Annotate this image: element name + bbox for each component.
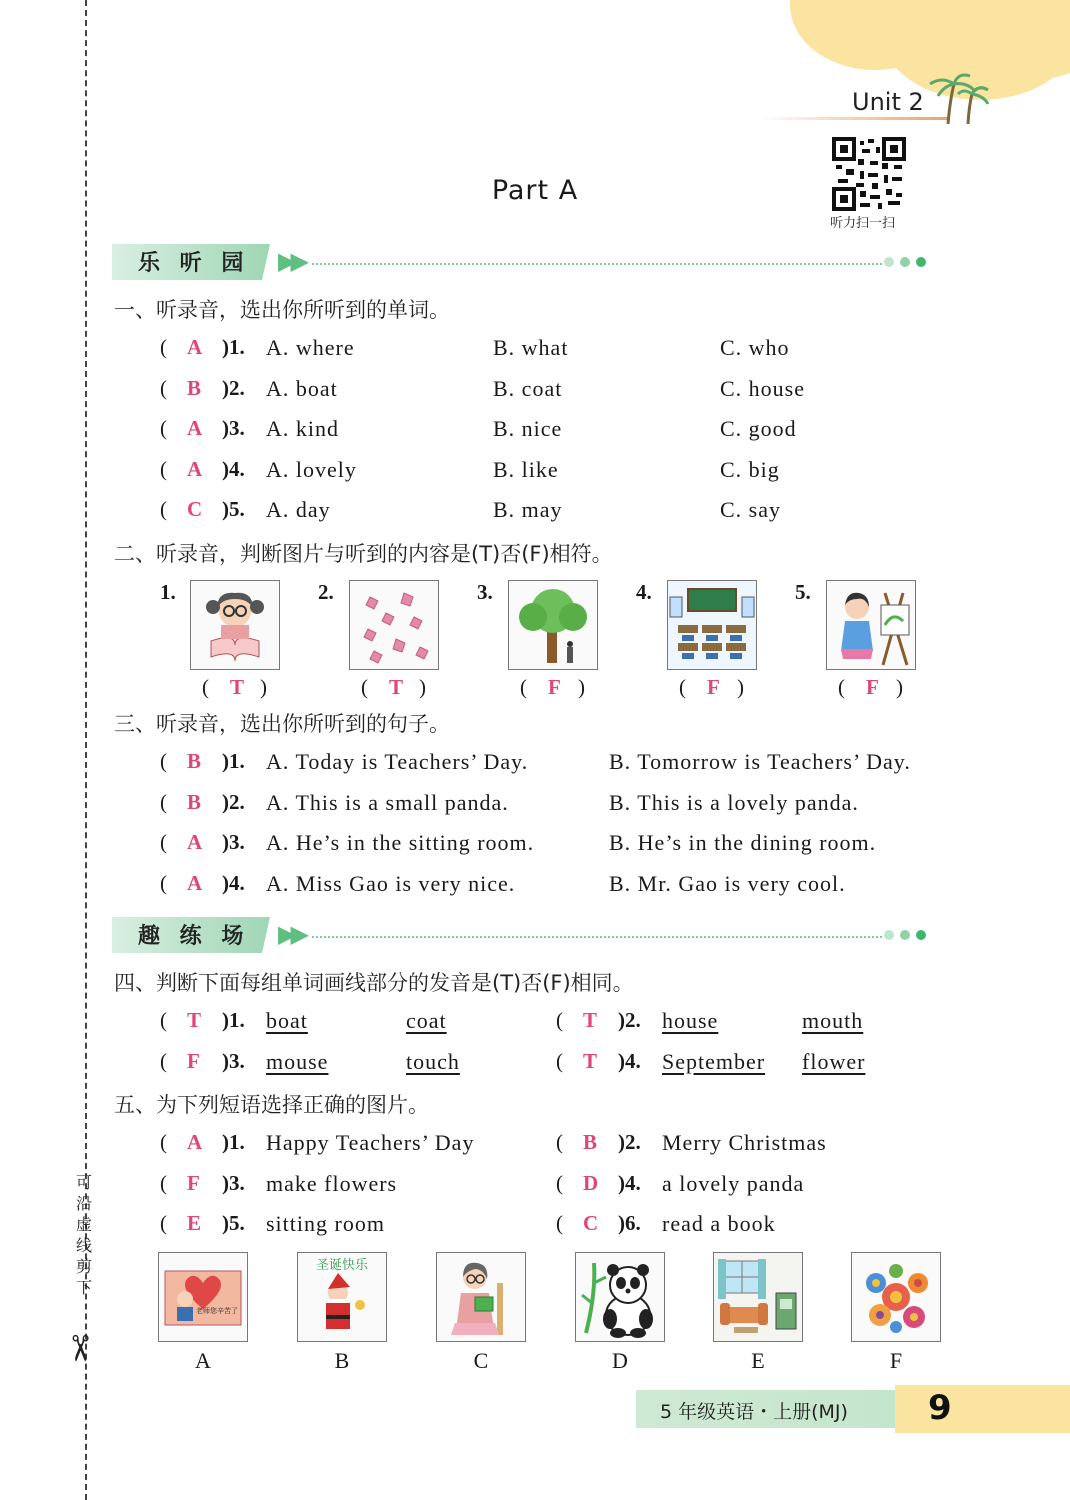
question-number: )2. xyxy=(222,375,245,400)
question-number: )4. xyxy=(618,1048,641,1073)
option-a: A. boat xyxy=(266,375,338,401)
question-number: )2. xyxy=(618,1008,641,1032)
question-number: )3. xyxy=(222,830,245,854)
answer-paren: ( xyxy=(160,335,167,359)
question-number: )3. xyxy=(222,416,245,440)
page-number-box xyxy=(895,1385,1070,1433)
answer-letter[interactable]: T xyxy=(187,1008,202,1032)
answer-paren: ( xyxy=(556,1048,563,1073)
option-b: B. He’s in the dining room. xyxy=(609,830,877,855)
option-c: C. good xyxy=(720,416,797,441)
answer-letter[interactable]: T xyxy=(583,1048,598,1073)
answer-letter[interactable]: B xyxy=(187,749,202,773)
answer-paren: ( xyxy=(160,456,167,481)
answer-paren: ( xyxy=(160,416,167,440)
answer-paren: ( xyxy=(556,1170,563,1195)
question-number: )6. xyxy=(618,1211,641,1235)
picture-number: 3. xyxy=(477,580,493,604)
answer-letter[interactable]: B xyxy=(583,1130,598,1154)
picture-label: F xyxy=(889,1348,903,1373)
picture-number: 4. xyxy=(636,580,652,604)
answer-letter[interactable]: F xyxy=(707,675,720,699)
question-number: )4. xyxy=(618,1170,641,1195)
answer-paren: ( xyxy=(838,675,845,699)
option-picture xyxy=(436,1252,526,1342)
answer-paren: ( xyxy=(160,1008,167,1032)
answer-letter[interactable]: A xyxy=(187,870,203,895)
answer-paren: ( xyxy=(556,1130,563,1154)
option-b: B. may xyxy=(493,497,563,522)
option-c: C. big xyxy=(720,456,780,482)
picture xyxy=(508,580,598,670)
answer-letter[interactable]: E xyxy=(187,1211,202,1235)
question-number: )5. xyxy=(222,497,245,521)
phrase: sitting room xyxy=(266,1211,385,1236)
question-number: )1. xyxy=(222,1130,245,1154)
q2-heading: 二、听录音，判断图片与听到的内容是(T)否(F)相符。 xyxy=(114,542,613,566)
option-a: A. kind xyxy=(266,416,339,441)
picture xyxy=(826,580,916,670)
option-a: A. where xyxy=(266,335,355,360)
word-two: flower xyxy=(802,1048,866,1074)
palm-tree-icon xyxy=(928,70,992,126)
word-one: September xyxy=(662,1048,766,1074)
answer-letter[interactable]: B xyxy=(187,375,202,400)
option-b: B. coat xyxy=(493,375,563,401)
question-number: )4. xyxy=(222,456,245,481)
arrow-icon: ▶▶ xyxy=(278,247,303,275)
option-b: B. Tomorrow is Teachers’ Day. xyxy=(609,749,911,774)
q3-heading: 三、听录音，选出你所听到的句子。 xyxy=(114,712,450,736)
picture-label: D xyxy=(612,1348,628,1373)
option-a: A. He’s in the sitting room. xyxy=(266,830,535,855)
answer-paren: ( xyxy=(556,1211,563,1235)
answer-letter[interactable]: F xyxy=(548,675,561,699)
phrase: read a book xyxy=(662,1211,776,1236)
answer-paren: ) xyxy=(419,675,426,699)
option-picture xyxy=(297,1252,387,1342)
question-number: )4. xyxy=(222,870,245,895)
answer-letter[interactable]: T xyxy=(389,675,404,699)
word-two: coat xyxy=(406,1008,447,1033)
word-one: mouse xyxy=(266,1048,329,1074)
answer-paren: ) xyxy=(260,675,267,699)
answer-paren: ) xyxy=(896,675,903,699)
page-number: 9 xyxy=(928,1388,952,1428)
q1-heading: 一、听录音，选出你所听到的单词。 xyxy=(114,298,450,322)
answer-letter[interactable]: F xyxy=(187,1170,200,1195)
q5-heading: 五、为下列短语选择正确的图片。 xyxy=(114,1093,429,1117)
picture xyxy=(667,580,757,670)
phrase: a lovely panda xyxy=(662,1170,805,1196)
answer-paren: ( xyxy=(160,789,167,814)
option-a: A. lovely xyxy=(266,456,357,482)
answer-paren: ( xyxy=(160,1211,167,1235)
option-a: A. day xyxy=(266,497,331,522)
answer-paren: ( xyxy=(520,675,527,699)
picture xyxy=(349,580,439,670)
question-number: )5. xyxy=(222,1211,245,1235)
answer-letter[interactable]: A xyxy=(187,830,203,854)
option-b: B. Mr. Gao is very cool. xyxy=(609,870,846,896)
phrase: Merry Christmas xyxy=(662,1130,827,1155)
word-one: boat xyxy=(266,1008,308,1033)
option-b: B. like xyxy=(493,456,559,482)
banner-label: 趣 练 场 xyxy=(138,924,250,949)
question-number: )1. xyxy=(222,1008,245,1032)
picture-label: B xyxy=(334,1348,350,1373)
arrow-icon: ▶▶ xyxy=(278,920,303,948)
question-number: )1. xyxy=(222,335,245,359)
practice-section-banner xyxy=(112,917,922,957)
answer-letter[interactable]: T xyxy=(230,675,245,699)
book-title: 5 年级英语・上册(MJ) xyxy=(660,1401,848,1423)
answer-letter[interactable]: A xyxy=(187,335,203,359)
answer-paren: ( xyxy=(160,749,167,773)
answer-paren: ( xyxy=(160,830,167,854)
answer-letter[interactable]: F xyxy=(187,1048,200,1073)
word-one: house xyxy=(662,1008,719,1033)
card-a-text: 老师您辛苦了 xyxy=(196,1307,238,1315)
answer-letter[interactable]: A xyxy=(187,1130,203,1154)
qr-label: 听力扫一扫 xyxy=(830,216,896,231)
answer-paren: ( xyxy=(160,1170,167,1195)
answer-paren: ( xyxy=(160,1048,167,1073)
option-picture xyxy=(713,1252,803,1342)
option-picture xyxy=(158,1252,248,1342)
option-c: C. house xyxy=(720,375,805,401)
answer-paren: ( xyxy=(160,375,167,400)
phrase: Happy Teachers’ Day xyxy=(266,1130,475,1155)
option-a: A. Today is Teachers’ Day. xyxy=(266,749,529,774)
answer-letter[interactable]: A xyxy=(187,416,203,440)
answer-paren: ) xyxy=(737,675,744,699)
unit-rule xyxy=(760,117,950,120)
option-c: C. who xyxy=(720,335,790,360)
q4-heading: 四、判断下面每组单词画线部分的发音是(T)否(F)相同。 xyxy=(114,971,634,995)
answer-paren: ( xyxy=(160,1130,167,1154)
picture-number: 2. xyxy=(318,580,334,604)
answer-paren: ( xyxy=(160,497,167,521)
banner-label: 乐 听 园 xyxy=(138,251,250,276)
word-two: mouth xyxy=(802,1008,864,1033)
listen-section-banner xyxy=(112,244,922,284)
answer-paren: ( xyxy=(556,1008,563,1032)
cut-instruction: 可沿虚线剪下 xyxy=(76,1173,93,1297)
answer-letter[interactable]: C xyxy=(187,497,203,521)
phrase: make flowers xyxy=(266,1170,398,1196)
part-title: Part A xyxy=(491,175,579,206)
picture-label: C xyxy=(473,1348,489,1373)
question-number: )3. xyxy=(222,1048,245,1073)
option-b: B. what xyxy=(493,335,569,360)
question-number: )1. xyxy=(222,749,245,773)
answer-paren: ( xyxy=(679,675,686,699)
picture xyxy=(190,580,280,670)
scissors-icon: ✂ xyxy=(58,1333,100,1364)
option-b: B. nice xyxy=(493,416,563,441)
answer-letter[interactable]: T xyxy=(583,1008,598,1032)
answer-paren: ( xyxy=(202,675,209,699)
option-picture xyxy=(575,1252,665,1342)
option-b: B. This is a lovely panda. xyxy=(609,789,859,815)
answer-letter[interactable]: D xyxy=(583,1170,599,1195)
picture-number: 5. xyxy=(795,580,811,604)
unit-title: Unit 2 xyxy=(852,88,924,116)
option-a: A. This is a small panda. xyxy=(266,789,509,815)
option-c: C. say xyxy=(720,497,781,522)
question-number: )2. xyxy=(222,789,245,814)
picture-label: E xyxy=(751,1348,765,1373)
answer-letter[interactable]: F xyxy=(866,675,879,699)
answer-letter[interactable]: A xyxy=(187,456,203,481)
option-picture xyxy=(851,1252,941,1342)
option-a: A. Miss Gao is very nice. xyxy=(266,870,516,896)
word-two: touch xyxy=(406,1048,460,1074)
question-number: )2. xyxy=(618,1130,641,1154)
answer-paren: ) xyxy=(578,675,585,699)
answer-paren: ( xyxy=(160,870,167,895)
answer-letter[interactable]: C xyxy=(583,1211,599,1235)
answer-paren: ( xyxy=(361,675,368,699)
answer-letter[interactable]: B xyxy=(187,789,202,814)
picture-number: 1. xyxy=(160,580,176,604)
card-b-text: 圣诞快乐 xyxy=(315,1258,369,1273)
question-number: )3. xyxy=(222,1170,245,1195)
picture-label: A xyxy=(195,1348,211,1373)
